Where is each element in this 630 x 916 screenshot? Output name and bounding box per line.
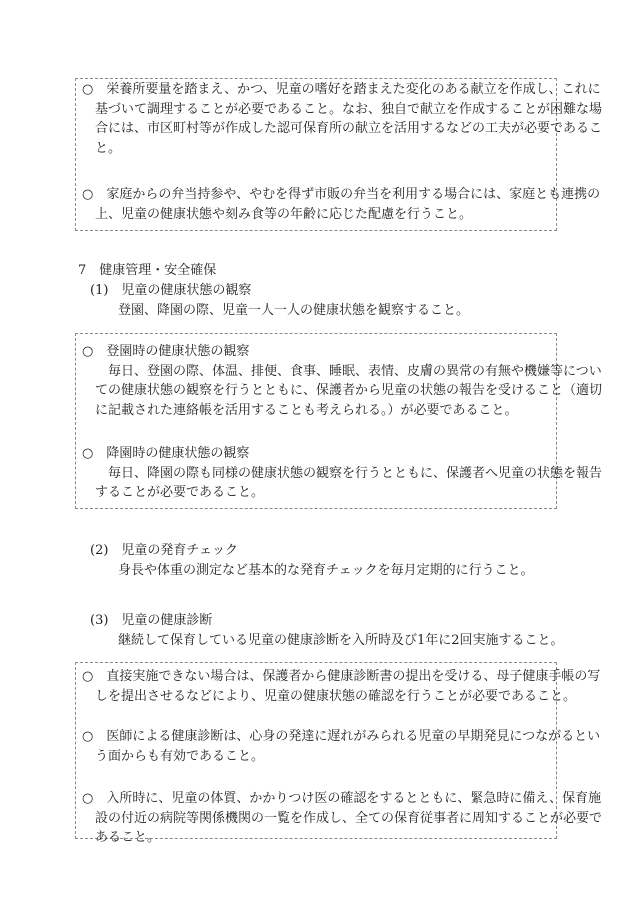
note-line: しを提出させるなどにより、児童の健康状態の確認を行うことが必要であること。 bbox=[82, 688, 577, 704]
note-line: 上、児童の健康状態や刻み食等の年齢に応じた配慮を行うこと。 bbox=[82, 206, 473, 222]
subsection-title: (2) 児童の発育チェック bbox=[90, 543, 239, 558]
note-line: ○ 直接実施できない場合は、保護者から健康診断書の提出を受ける、母子健康手帳の写 bbox=[82, 669, 601, 684]
note-line: ○ 入所時に、児童の体質、かかりつけ医の確認をするとともに、緊急時に備え、保育施 bbox=[82, 791, 602, 806]
note-item bbox=[82, 185, 600, 224]
note-line: と。 bbox=[82, 141, 122, 157]
note-line: ○ 医師による健康診断は、心身の発達に遅れがみられる児童の早期発見につながるとい bbox=[82, 729, 601, 744]
note-item bbox=[82, 444, 602, 503]
note-item bbox=[82, 342, 602, 421]
note-line: う面からも有効であること。 bbox=[82, 748, 265, 764]
subsection-body: 継続して保育している児童の健康診断を入所時及び1年に2回実施すること。 bbox=[118, 633, 564, 648]
note-line: ○ 降園時の健康状態の観察 bbox=[82, 446, 250, 461]
notes-box-checkup bbox=[75, 662, 603, 846]
note-line: 基づいて調理することが必要であること。なお、独自で献立を作成することが困難な場 bbox=[82, 101, 603, 117]
note-line: ○ 登園時の健康状態の観察 bbox=[82, 344, 250, 359]
notes-box-meals bbox=[75, 78, 603, 231]
note-item bbox=[82, 80, 602, 159]
note-line: することが必要であること。 bbox=[82, 485, 265, 501]
subsection-title: (3) 児童の健康診断 bbox=[90, 613, 213, 628]
subsection-body: 身長や体重の測定など基本的な発育チェックを毎月定期的に行うこと。 bbox=[118, 563, 534, 578]
note-item bbox=[82, 727, 600, 766]
note-line: に記載された連絡帳を活用することも考えられる。）が必要であること。 bbox=[82, 403, 518, 419]
note-line: ○ 家庭からの弁当持参や、やむを得ず市販の弁当を利用する場合には、家庭とも連携の bbox=[82, 187, 601, 202]
note-line: あること。 bbox=[82, 830, 161, 846]
subsection-body: 登園、降園の際、児童一人一人の健康状態を観察すること。 bbox=[118, 303, 470, 318]
note-line: ○ 栄養所要量を踏まえ、かつ、児童の嗜好を踏まえた変化のある献立を作成し、これに bbox=[82, 82, 601, 97]
note-line: 合には、市区町村等が作成した認可保育所の献立を活用するなどの工夫が必要であるこ bbox=[82, 121, 603, 137]
section-heading: 7 健康管理・安全確保 bbox=[78, 263, 217, 278]
note-line: 毎日、登園の際、体温、排便、食事、睡眠、表情、皮膚の異常の有無や機嫌等につい bbox=[82, 363, 602, 379]
notes-box-observation bbox=[75, 333, 603, 509]
note-item bbox=[82, 789, 602, 848]
note-item bbox=[82, 667, 600, 706]
note-line: 設の付近の病院等関係機関の一覧を作成し、全ての保育従事者に周知することが必要で bbox=[82, 810, 603, 826]
note-line: ての健康状態の観察を行うとともに、保護者から児童の状態の報告を受けること（適切 bbox=[82, 383, 603, 399]
note-line: 毎日、降園の際も同様の健康状態の観察を行うとともに、保護者へ児童の状態を報告 bbox=[82, 465, 603, 481]
subsection-title: (1) 児童の健康状態の観察 bbox=[90, 283, 252, 298]
